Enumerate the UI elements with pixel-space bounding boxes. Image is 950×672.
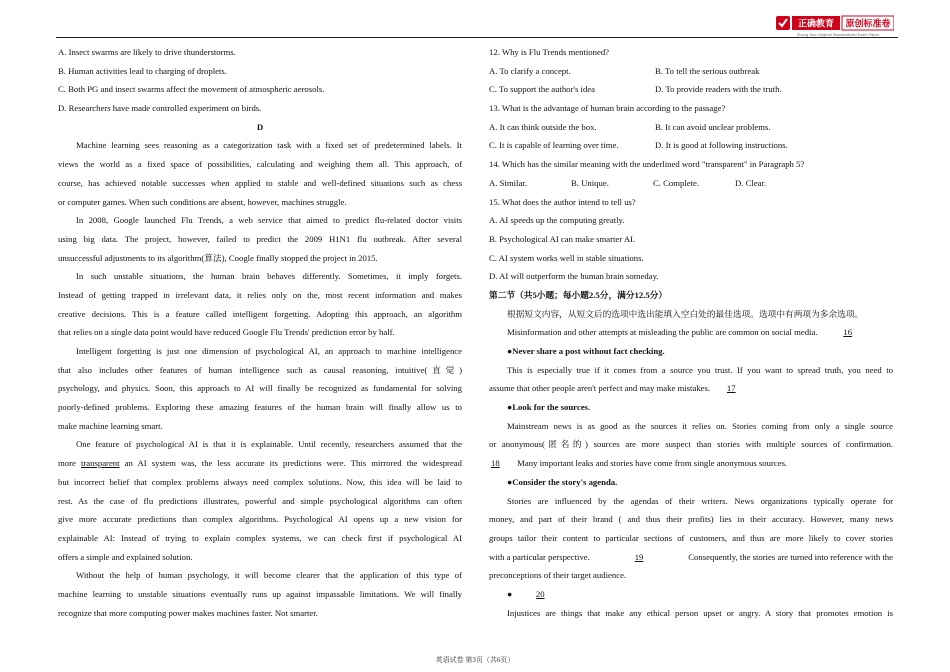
cloze-line	[489, 548, 893, 567]
passage-line: that also includes other features of human intelligence such as causal reasoning, intuitive(直觉)	[58, 364, 462, 375]
q13-option-a: A. It can think outside the box.	[489, 121, 597, 132]
q11-option-d: D. Researchers have made controlled experiment on birds.	[58, 103, 262, 114]
text-segment: Consequently, the stories are turned into reference with the	[688, 551, 893, 562]
blank-16: 16	[843, 327, 853, 338]
q15-option-a: A. AI speeds up the computing greatly.	[489, 215, 625, 226]
question-13: 13. What is the advantage of human brain according to the passage?	[489, 103, 726, 114]
q12-options-row1	[489, 62, 893, 81]
blank-20: 20	[535, 588, 545, 599]
passage-line: make machine learning smart.	[58, 420, 163, 431]
passage-line: recognize that more computing power makes machines faster. Not smarter.	[58, 607, 318, 618]
underlined-word-transparent: transparent	[80, 458, 120, 469]
cloze-line: Injustices are things that make any ethical person upset or angry. A story that promotes emotion is	[507, 607, 893, 618]
cloze-line	[489, 454, 893, 473]
passage-line: unsuccessful adjustments to its algorithm(算法), Coogle finally stopped the project in 2015.	[58, 252, 378, 263]
passage-line: rest. As the case of flu predictions illustrates, powerful and simple psychological algorithms can often	[58, 495, 462, 506]
svg-text:正确教育: 正确教育	[797, 19, 835, 30]
passage-line: Instead of getting trapped in irrelevant data, it relies only on the, most recent information and makes	[58, 289, 462, 300]
q11-option-c: C. Both PG and insect swarms affect the movement of atmospheric aerosols.	[58, 84, 325, 95]
blank-19: 19	[634, 551, 644, 562]
q14-option-d: D. Clear.	[735, 177, 767, 188]
cloze-line: or anonymous(匿名的) sources are more suspect than stories with multiple sources of confirmation.	[489, 439, 893, 450]
tip-heading-3: ●Consider the story's agenda.	[507, 476, 618, 487]
q12-options-row2	[489, 80, 893, 99]
q14-options-row	[489, 174, 893, 193]
passage-line: psychology, and physics. Soon, this approach to AI will finally be recognized as fundamental for solving	[58, 383, 462, 394]
bullet-icon: ●	[507, 588, 513, 599]
q14-option-a: A. Similar.	[489, 177, 527, 188]
passage-line: machine learning to unstable situations eventually runs up against impassable limitations. We will finally	[58, 588, 462, 599]
q11-option-b: B. Human activities lead to charging of droplets.	[58, 65, 227, 76]
right-column	[489, 43, 893, 622]
passage-d-heading: D	[256, 121, 264, 132]
q13-option-b: B. It can avoid unclear problems.	[655, 121, 771, 132]
q15-option-c: C. AI system works well in stable situations.	[489, 252, 644, 263]
question-12: 12. Why is Flu Trends mentioned?	[489, 47, 610, 57]
cloze-line: money, and part of their brand ( and thus their profits) lies in their accuracy. However, many news	[489, 514, 893, 525]
passage-line: course, has achieved notable successes when applied to stable and well-defined situations such as chess	[58, 177, 462, 188]
passage-line: that relies on a single data point would have reduced Google Flu Trends' prediction error by half.	[58, 327, 395, 338]
brand-logo	[776, 14, 894, 38]
section2-instructions: 根据短文内容，从短文后的选项中选出能填入空白处的最佳选项。选项中有两项为多余选项。	[507, 308, 864, 319]
svg-text:Zhong Guo Original Standardize: Zhong Guo Original Standardized Exam Paper	[796, 33, 880, 37]
q14-option-c: C. Complete.	[653, 177, 700, 188]
cloze-line: groups tailor their content to particular sections of customers, and thus are more likely to cover stories	[489, 532, 893, 543]
passage-line: In such unstable situations, the human brain behaves differently. Sometimes, it imply forgets.	[76, 271, 462, 282]
cloze-line: Stories are influenced by the agendas of their writers. News organizations typically operate for	[507, 495, 893, 506]
q12-option-a: A. To clarify a concept.	[489, 65, 571, 76]
text-segment: Misinformation and other attempts at misleading the public are common on social media.	[507, 327, 818, 338]
passage-line: using big data. The project, however, failed to predict the 2009 H1N1 flu outbreak. After several	[58, 233, 462, 244]
q12-option-b: B. To tell the serious outbreak	[655, 65, 760, 76]
q15-option-d: D. AI will outperform the human brain someday.	[489, 271, 659, 282]
passage-line: or computer games. When such conditions are absent, however, machines struggle.	[58, 196, 347, 207]
cloze-line: This is especially true if it comes from a source you trust. If you want to spread truth, you need to	[507, 364, 893, 375]
q12-option-d: D. To provide readers with the truth.	[655, 84, 782, 95]
tip-heading-1: ●Never share a post without fact checking.	[507, 346, 665, 356]
passage-line-underlined	[58, 454, 462, 473]
passage-line: but incorrect belief that complex problems always need complex solutions. Now, this idea will be laid to	[58, 476, 462, 487]
q11-option-a: A. Insect swarms are likely to drive thunderstorms.	[58, 47, 236, 57]
section2-title: 第二节（共5小题；每小题2.5分，满分12.5分）	[489, 289, 668, 300]
passage-line: One feature of psychological AI is that it is explainable. Until recently, researchers assumed that the	[76, 439, 462, 450]
q13-option-c: C. It is capable of learning over time.	[489, 140, 619, 151]
question-15: 15. What does the author intend to tell us?	[489, 196, 636, 207]
cloze-line: preconceptions of their target audience.	[489, 570, 627, 581]
svg-text:原创标准卷: 原创标准卷	[845, 19, 891, 30]
cloze-line: Mainstream news is as good as the sources it relies on. Stories coming from only a single source	[507, 420, 893, 431]
q13-options-row2	[489, 136, 893, 155]
text-segment: Many important leaks and stories have come from single anonymous sources.	[517, 458, 788, 469]
cloze-line	[489, 379, 893, 398]
blank-18: 18	[491, 458, 500, 469]
question-14: 14. Which has the similar meaning with the underlined word "transparent" in Paragraph 5?	[489, 159, 805, 170]
tip-heading-2: ●Look for the sources.	[507, 402, 591, 413]
q14-option-b: B. Unique.	[571, 177, 609, 188]
q15-option-b: B. Psychological AI can make smarter AI.	[489, 233, 636, 244]
text-segment: with a particular perspective.	[489, 551, 590, 562]
cloze-line	[489, 323, 893, 342]
text-segment: an AI system was, the less accurate its predictions were. This mirrored the widespread	[119, 458, 462, 469]
passage-line: Intelligent forgetting is just one dimension of psychological AI, an approach to machine intelligence	[76, 346, 462, 356]
left-column	[58, 43, 462, 622]
header-rule	[56, 37, 898, 38]
passage-line: In 2008, Google launched Flu Trends, a web service that aimed to predict flu-related doctor visits	[76, 215, 462, 226]
text-segment: assume that other people aren't perfect and may make mistakes.	[489, 383, 711, 394]
page-footer: 英语试卷 第3页（共6页）	[435, 656, 515, 664]
passage-line: Without the help of human psychology, it will become clearer that the application of this type of	[76, 570, 462, 581]
q13-options-row1	[489, 118, 893, 137]
passage-line: views the world as a fixed space of possibilities, calculating and weighing them all. This approach, of	[58, 159, 462, 170]
q13-option-d: D. It is good at following instructions.	[655, 140, 788, 151]
passage-line: give more accurate predictions than complex algorithms. Psychological AI opens up a new vision for	[58, 514, 462, 525]
tip-heading-4	[489, 585, 893, 604]
blank-17: 17	[726, 383, 736, 394]
passage-line: poorly-defined problems. Exploring these amazing features of the human brain will finally allow us to	[58, 402, 462, 413]
passage-line: offers a simple and explained solution.	[58, 551, 193, 562]
passage-line: Machine learning sees reasoning as a categorization task with a fixed set of predetermined labels. It	[76, 140, 462, 151]
passage-line: creative decisions. This is a feature called intelligent forgetting. Adopting this approach, an algorithm	[58, 308, 462, 319]
q12-option-c: C. To support the author's idea	[489, 84, 595, 95]
passage-line: explainable AI: Instead of trying to explain complex systems, we can check first if psychological AI	[58, 532, 462, 543]
text-segment: more	[58, 458, 81, 469]
